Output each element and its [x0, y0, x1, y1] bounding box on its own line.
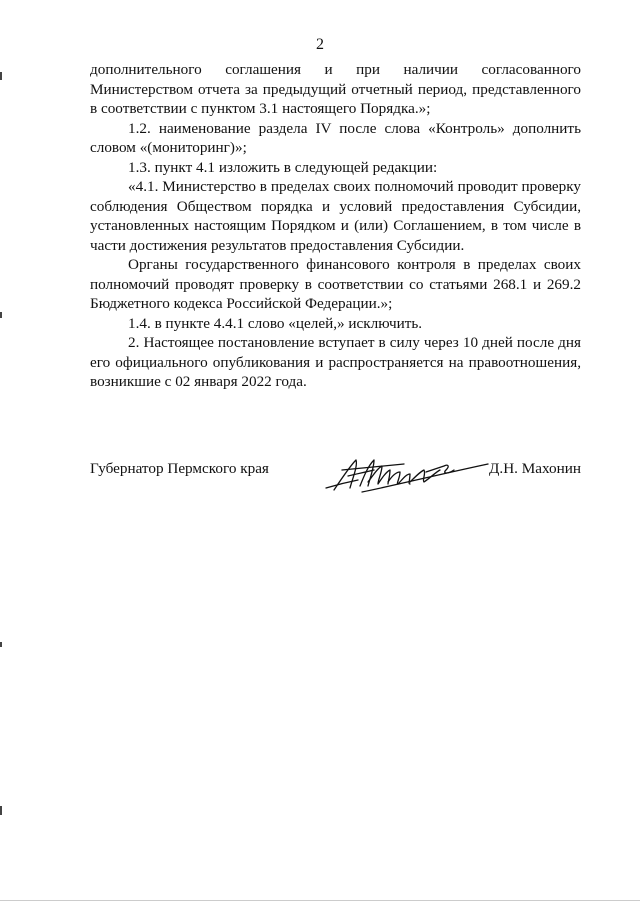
handwritten-signature [322, 452, 492, 496]
paragraph-item-1-3: 1.3. пункт 4.1 изложить в следующей редакции: [128, 158, 438, 176]
paragraph-item-1-4: 1.4. в пункте 4.4.1 слово «целей,» исключить. [128, 314, 423, 332]
signer-position: Губернатор Пермского края [90, 460, 269, 477]
scan-edge-mark-bottom [0, 806, 2, 815]
signature-block [90, 452, 581, 502]
page-number: 2 [316, 36, 324, 53]
document-body [90, 60, 581, 392]
scan-edge-bottom-line [0, 900, 640, 901]
paragraph-financial-control: Органы государственного финансового контроля в пределах своих полномочий проводят проверку в соответствии со статьями 268.1 и 269.2 Бюджетного кодекса Российской Федерации.»; [90, 256, 581, 312]
paragraph-item-2: 2. Настоящее постановление вступает в силу через 10 дней после дня его официального опубликования и распространяется на правоотношения, возникшие с 02 января 2022 года. [90, 334, 581, 390]
paragraph-item-1-2: 1.2. наименование раздела IV после слова «Контроль» дополнить словом «(мониторинг)»; [90, 119, 581, 156]
scan-edge-mark-middle [0, 312, 2, 318]
signer-name: Д.Н. Махонин [489, 460, 581, 477]
scan-edge-mark-lower [0, 642, 2, 647]
scan-edge-mark-top [0, 72, 2, 80]
paragraph-continuation: дополнительного соглашения и при наличии согласованного Министерством отчета за предыдущий отчетный период, представленного в соответствии с пунктом 3.1 настоящего Порядка.»; [90, 61, 581, 117]
paragraph-quoted-4-1: «4.1. Министерство в пределах своих полномочий проводит проверку соблюдения Обществом порядка и условий предоставления Субсидии, установленных настоящим Порядком и (или) Соглашением, в том числе в части достижения результатов предоставления Субсидии. [90, 178, 581, 254]
